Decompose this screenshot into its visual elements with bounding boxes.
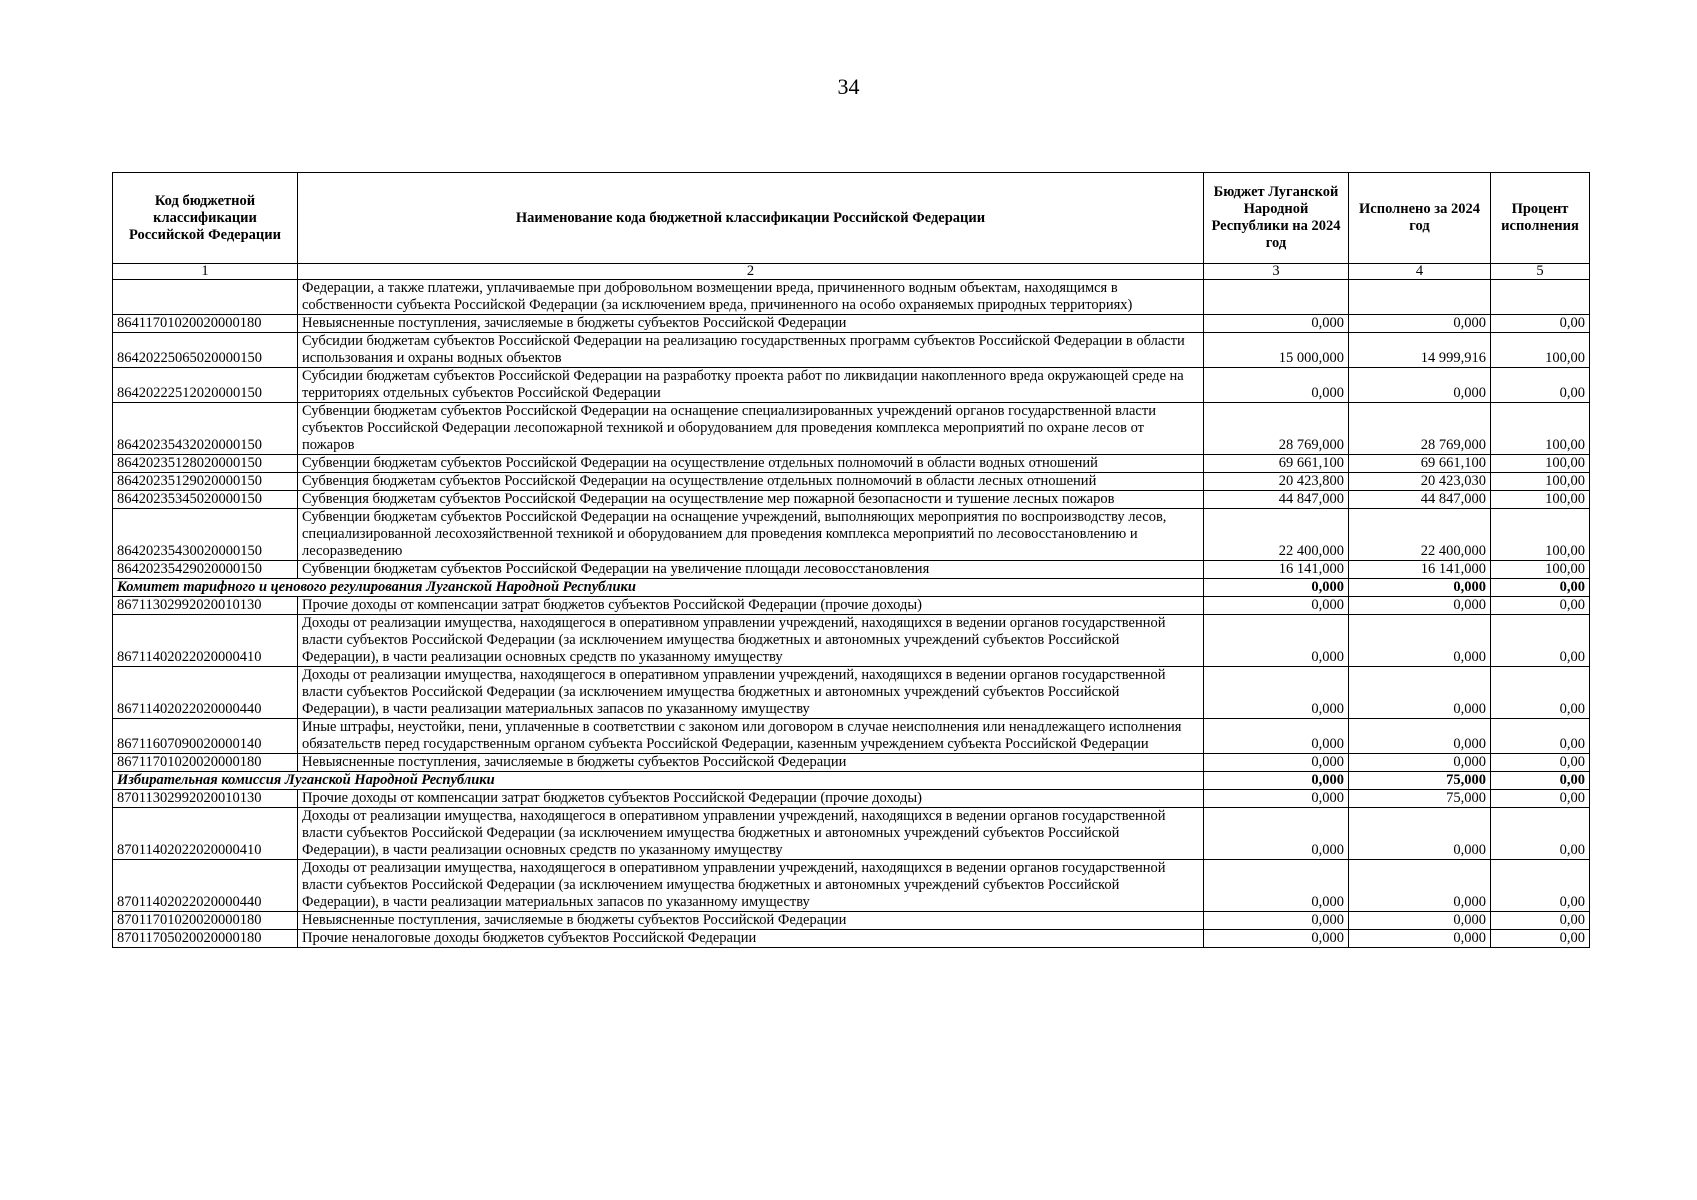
row-name: Субвенции бюджетам субъектов Российской Федерации на увеличение площади лесовосстановления (298, 561, 1204, 579)
row-code: 86420235430020000150 (113, 509, 298, 561)
row-code: 87011302992020010130 (113, 790, 298, 808)
row-percent: 100,00 (1491, 333, 1590, 368)
row-code: 86711402022020000410 (113, 615, 298, 667)
row-budget: 0,000 (1204, 579, 1349, 597)
row-budget: 0,000 (1204, 719, 1349, 754)
row-budget: 0,000 (1204, 667, 1349, 719)
row-percent: 100,00 (1491, 455, 1590, 473)
row-executed: 28 769,000 (1349, 403, 1491, 455)
row-budget: 0,000 (1204, 315, 1349, 333)
table-row (113, 808, 1590, 860)
row-name: Субвенция бюджетам субъектов Российской Федерации на осуществление отдельных полномочий в области лесных отношений (298, 473, 1204, 491)
table-row (113, 455, 1590, 473)
row-percent: 0,00 (1491, 808, 1590, 860)
row-name: Доходы от реализации имущества, находящегося в оперативном управлении учреждений, находящихся в ведении органов государственной власти субъектов Российской Федерации (за исключением имущества бюджетных и автономных учреждений субъектов Российской Федерации), в части реализации материальных запасов по указанному имуществу (298, 860, 1204, 912)
column-number: 2 (298, 264, 1204, 280)
row-percent: 0,00 (1491, 790, 1590, 808)
row-name: Субвенция бюджетам субъектов Российской Федерации на осуществление мер пожарной безопасности и тушение лесных пожаров (298, 491, 1204, 509)
row-percent: 0,00 (1491, 912, 1590, 930)
row-budget: 16 141,000 (1204, 561, 1349, 579)
section-title: Комитет тарифного и ценового регулирования Луганской Народной Республики (113, 579, 1204, 597)
row-name: Субсидии бюджетам субъектов Российской Федерации на реализацию государственных программ субъектов Российской Федерации в области использования и охраны водных объектов (298, 333, 1204, 368)
section-row (113, 579, 1590, 597)
row-name: Прочие доходы от компенсации затрат бюджетов субъектов Российской Федерации (прочие доходы) (298, 597, 1204, 615)
table-row (113, 860, 1590, 912)
row-code: 86420222512020000150 (113, 368, 298, 403)
row-percent: 0,00 (1491, 315, 1590, 333)
row-percent: 0,00 (1491, 719, 1590, 754)
header-executed: Исполнено за 2024 год (1349, 173, 1491, 264)
row-name: Невыясненные поступления, зачисляемые в бюджеты субъектов Российской Федерации (298, 912, 1204, 930)
row-budget: 28 769,000 (1204, 403, 1349, 455)
row-name: Иные штрафы, неустойки, пени, уплаченные в соответствии с законом или договором в случае неисполнения или ненадлежащего исполнения обязательств перед государственным органом субъекта Российской Федерации, казенным учреждением субъекта Российской Федерации (298, 719, 1204, 754)
row-executed: 0,000 (1349, 368, 1491, 403)
table-row (113, 315, 1590, 333)
table-row (113, 491, 1590, 509)
row-executed: 75,000 (1349, 772, 1491, 790)
budget-table (112, 172, 1590, 948)
table-row (113, 280, 1590, 315)
row-budget: 69 661,100 (1204, 455, 1349, 473)
row-budget: 0,000 (1204, 930, 1349, 948)
row-percent: 0,00 (1491, 597, 1590, 615)
table-row (113, 790, 1590, 808)
row-executed: 0,000 (1349, 719, 1491, 754)
section-title: Избирательная комиссия Луганской Народной Республики (113, 772, 1204, 790)
row-executed: 0,000 (1349, 808, 1491, 860)
row-name: Субсидии бюджетам субъектов Российской Федерации на разработку проекта работ по ликвидации накопленного вреда окружающей среде на территориях отдельных субъектов Российской Федерации (298, 368, 1204, 403)
row-budget: 0,000 (1204, 754, 1349, 772)
row-executed: 22 400,000 (1349, 509, 1491, 561)
header-code: Код бюджетной классификации Российской Федерации (113, 173, 298, 264)
table-row (113, 473, 1590, 491)
row-code: 86420235129020000150 (113, 473, 298, 491)
row-percent: 0,00 (1491, 772, 1590, 790)
column-number: 4 (1349, 264, 1491, 280)
row-executed: 14 999,916 (1349, 333, 1491, 368)
row-name: Невыясненные поступления, зачисляемые в бюджеты субъектов Российской Федерации (298, 754, 1204, 772)
row-executed: 0,000 (1349, 930, 1491, 948)
table-row (113, 403, 1590, 455)
column-number: 1 (113, 264, 298, 280)
row-name: Доходы от реализации имущества, находящегося в оперативном управлении учреждений, находящихся в ведении органов государственной власти субъектов Российской Федерации (за исключением имущества бюджетных и автономных учреждений субъектов Российской Федерации), в части реализации основных средств по указанному имуществу (298, 808, 1204, 860)
row-executed: 0,000 (1349, 579, 1491, 597)
row-percent: 0,00 (1491, 754, 1590, 772)
row-percent: 100,00 (1491, 509, 1590, 561)
row-code (113, 280, 298, 315)
row-code: 86420225065020000150 (113, 333, 298, 368)
row-budget: 0,000 (1204, 912, 1349, 930)
table-row (113, 368, 1590, 403)
column-number-row (113, 264, 1590, 280)
row-code: 86711701020020000180 (113, 754, 298, 772)
table-row (113, 719, 1590, 754)
row-budget: 44 847,000 (1204, 491, 1349, 509)
row-code: 87011402022020000410 (113, 808, 298, 860)
header-budget: Бюджет Луганской Народной Республики на 2024 год (1204, 173, 1349, 264)
row-code: 87011402022020000440 (113, 860, 298, 912)
table-row (113, 754, 1590, 772)
page-number: 34 (837, 74, 860, 99)
row-code: 86420235429020000150 (113, 561, 298, 579)
row-name: Субвенции бюджетам субъектов Российской Федерации на оснащение специализированных учреждений органов государственной власти субъектов Российской Федерации лесопожарной техникой и оборудованием для проведения комплекса мероприятий по охране лесов от пожаров (298, 403, 1204, 455)
row-budget: 20 423,800 (1204, 473, 1349, 491)
column-number: 3 (1204, 264, 1349, 280)
row-name: Прочие доходы от компенсации затрат бюджетов субъектов Российской Федерации (прочие доходы) (298, 790, 1204, 808)
row-percent: 100,00 (1491, 473, 1590, 491)
row-percent: 0,00 (1491, 860, 1590, 912)
table-header-row (113, 173, 1590, 264)
table-row (113, 667, 1590, 719)
row-budget: 0,000 (1204, 368, 1349, 403)
row-percent: 0,00 (1491, 930, 1590, 948)
row-name: Невыясненные поступления, зачисляемые в бюджеты субъектов Российской Федерации (298, 315, 1204, 333)
row-executed: 0,000 (1349, 912, 1491, 930)
row-code: 86711302992020010130 (113, 597, 298, 615)
header-percent: Процент исполнения (1491, 173, 1590, 264)
table-row (113, 561, 1590, 579)
row-budget: 0,000 (1204, 772, 1349, 790)
row-percent: 0,00 (1491, 615, 1590, 667)
table-row (113, 912, 1590, 930)
row-executed: 69 661,100 (1349, 455, 1491, 473)
row-executed: 0,000 (1349, 667, 1491, 719)
table-row (113, 930, 1590, 948)
row-budget: 22 400,000 (1204, 509, 1349, 561)
table-body (113, 280, 1590, 948)
row-executed: 0,000 (1349, 860, 1491, 912)
row-code: 86420235345020000150 (113, 491, 298, 509)
row-percent: 100,00 (1491, 561, 1590, 579)
row-code: 86411701020020000180 (113, 315, 298, 333)
row-executed: 75,000 (1349, 790, 1491, 808)
row-percent (1491, 280, 1590, 315)
row-code: 87011701020020000180 (113, 912, 298, 930)
row-name: Субвенции бюджетам субъектов Российской Федерации на осуществление отдельных полномочий в области водных отношений (298, 455, 1204, 473)
row-name: Прочие неналоговые доходы бюджетов субъектов Российской Федерации (298, 930, 1204, 948)
row-executed: 0,000 (1349, 754, 1491, 772)
section-row (113, 772, 1590, 790)
row-executed: 0,000 (1349, 597, 1491, 615)
row-executed: 0,000 (1349, 615, 1491, 667)
row-budget: 0,000 (1204, 808, 1349, 860)
row-code: 87011705020020000180 (113, 930, 298, 948)
row-name: Доходы от реализации имущества, находящегося в оперативном управлении учреждений, находящихся в ведении органов государственной власти субъектов Российской Федерации (за исключением имущества бюджетных и автономных учреждений субъектов Российской Федерации), в части реализации основных средств по указанному имуществу (298, 615, 1204, 667)
row-name: Субвенции бюджетам субъектов Российской Федерации на оснащение учреждений, выполняющих мероприятия по воспроизводству лесов, специализированной лесохозяйственной техникой и оборудованием для проведения комплекса мероприятий по лесовосстановлению и лесоразведению (298, 509, 1204, 561)
row-code: 86711607090020000140 (113, 719, 298, 754)
row-budget (1204, 280, 1349, 315)
row-percent: 100,00 (1491, 491, 1590, 509)
row-code: 86420235432020000150 (113, 403, 298, 455)
row-executed (1349, 280, 1491, 315)
row-executed: 0,000 (1349, 315, 1491, 333)
row-budget: 15 000,000 (1204, 333, 1349, 368)
table-row (113, 333, 1590, 368)
table-row (113, 597, 1590, 615)
row-executed: 20 423,030 (1349, 473, 1491, 491)
row-percent: 0,00 (1491, 368, 1590, 403)
row-percent: 100,00 (1491, 403, 1590, 455)
row-executed: 44 847,000 (1349, 491, 1491, 509)
row-budget: 0,000 (1204, 597, 1349, 615)
row-budget: 0,000 (1204, 790, 1349, 808)
table-row (113, 509, 1590, 561)
row-executed: 16 141,000 (1349, 561, 1491, 579)
row-budget: 0,000 (1204, 615, 1349, 667)
column-number: 5 (1491, 264, 1590, 280)
row-percent: 0,00 (1491, 667, 1590, 719)
row-name: Федерации, а также платежи, уплачиваемые при добровольном возмещении вреда, причиненного водным объектам, находящимся в собственности субъекта Российской Федерации (за исключением вреда, причиненного на особо охраняемых природных территориях) (298, 280, 1204, 315)
row-budget: 0,000 (1204, 860, 1349, 912)
row-code: 86420235128020000150 (113, 455, 298, 473)
row-code: 86711402022020000440 (113, 667, 298, 719)
row-percent: 0,00 (1491, 579, 1590, 597)
header-name: Наименование кода бюджетной классификации Российской Федерации (298, 173, 1204, 264)
table-row (113, 615, 1590, 667)
row-name: Доходы от реализации имущества, находящегося в оперативном управлении учреждений, находящихся в ведении органов государственной власти субъектов Российской Федерации (за исключением имущества бюджетных и автономных учреждений субъектов Российской Федерации), в части реализации материальных запасов по указанному имуществу (298, 667, 1204, 719)
